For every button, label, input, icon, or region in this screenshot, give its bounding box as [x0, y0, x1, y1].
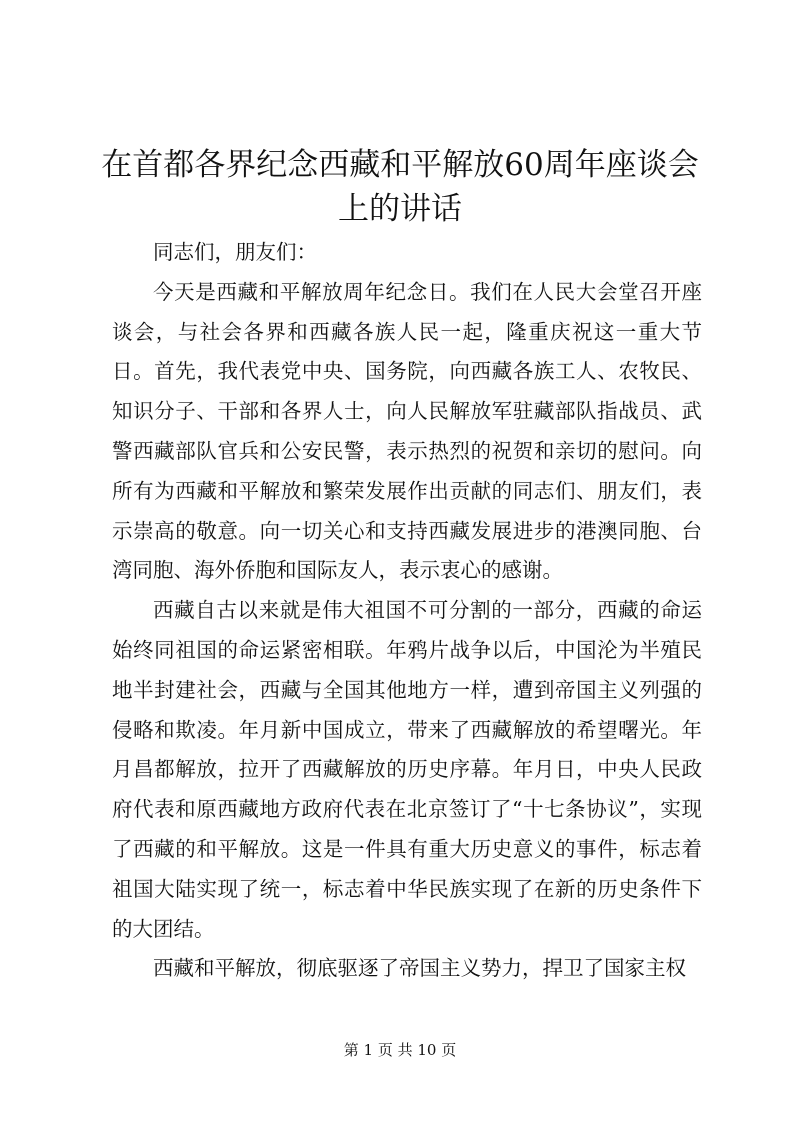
title-line-1: 在首都各界纪念西藏和平解放60周年座谈会 — [101, 147, 699, 183]
page-footer: 第 1 页 共 10 页 — [343, 1041, 457, 1059]
body-paragraph: 西藏和平解放，彻底驱逐了帝国主义势力，捍卫了国家主权 — [153, 956, 686, 981]
title-line-2: 上的讲话 — [338, 191, 462, 227]
salutation-paragraph: 同志们，朋友们： — [153, 240, 317, 264]
body-paragraph: 西藏自古以来就是伟大祖国不可分割的一部分，西藏的命运始终同祖国的命运紧密相联。年鸦片战争以后，中国沦为半殖民地半封建社会，西藏与全国其他地方一样，遭到帝国主义列强的侵略和欺凌。年月新中国成立，带来了西藏解放的希望曙光。年月昌都解放，拉开了西藏解放的历史序幕。年月日，中央人民政府代表和原西藏地方政府代表在北京签订了“十七条协议”，实现了西藏的和平解放。这是一件具有重大历史意义的事件，标志着祖国大陆实现了统一，标志着中华民族实现了在新的历史条件下的大团结。 — [112, 598, 702, 941]
page-title — [100, 143, 700, 231]
document-body — [112, 233, 702, 989]
body-paragraph: 今天是西藏和平解放周年纪念日。我们在人民大会堂召开座谈会，与社会各界和西藏各族人民一起，隆重庆祝这一重大节日。首先，我代表党中央、国务院，向西藏各族工人、农牧民、知识分子、干部和各界人士，向人民解放军驻藏部队指战员、武警西藏部队官兵和公安民警，表示热烈的祝贺和亲切的慰问。向所有为西藏和平解放和繁荣发展作出贡献的同志们、朋友们，表示崇高的敬意。向一切关心和支持西藏发展进步的港澳同胞、台湾同胞、海外侨胞和国际友人，表示衷心的感谢。 — [112, 279, 702, 583]
